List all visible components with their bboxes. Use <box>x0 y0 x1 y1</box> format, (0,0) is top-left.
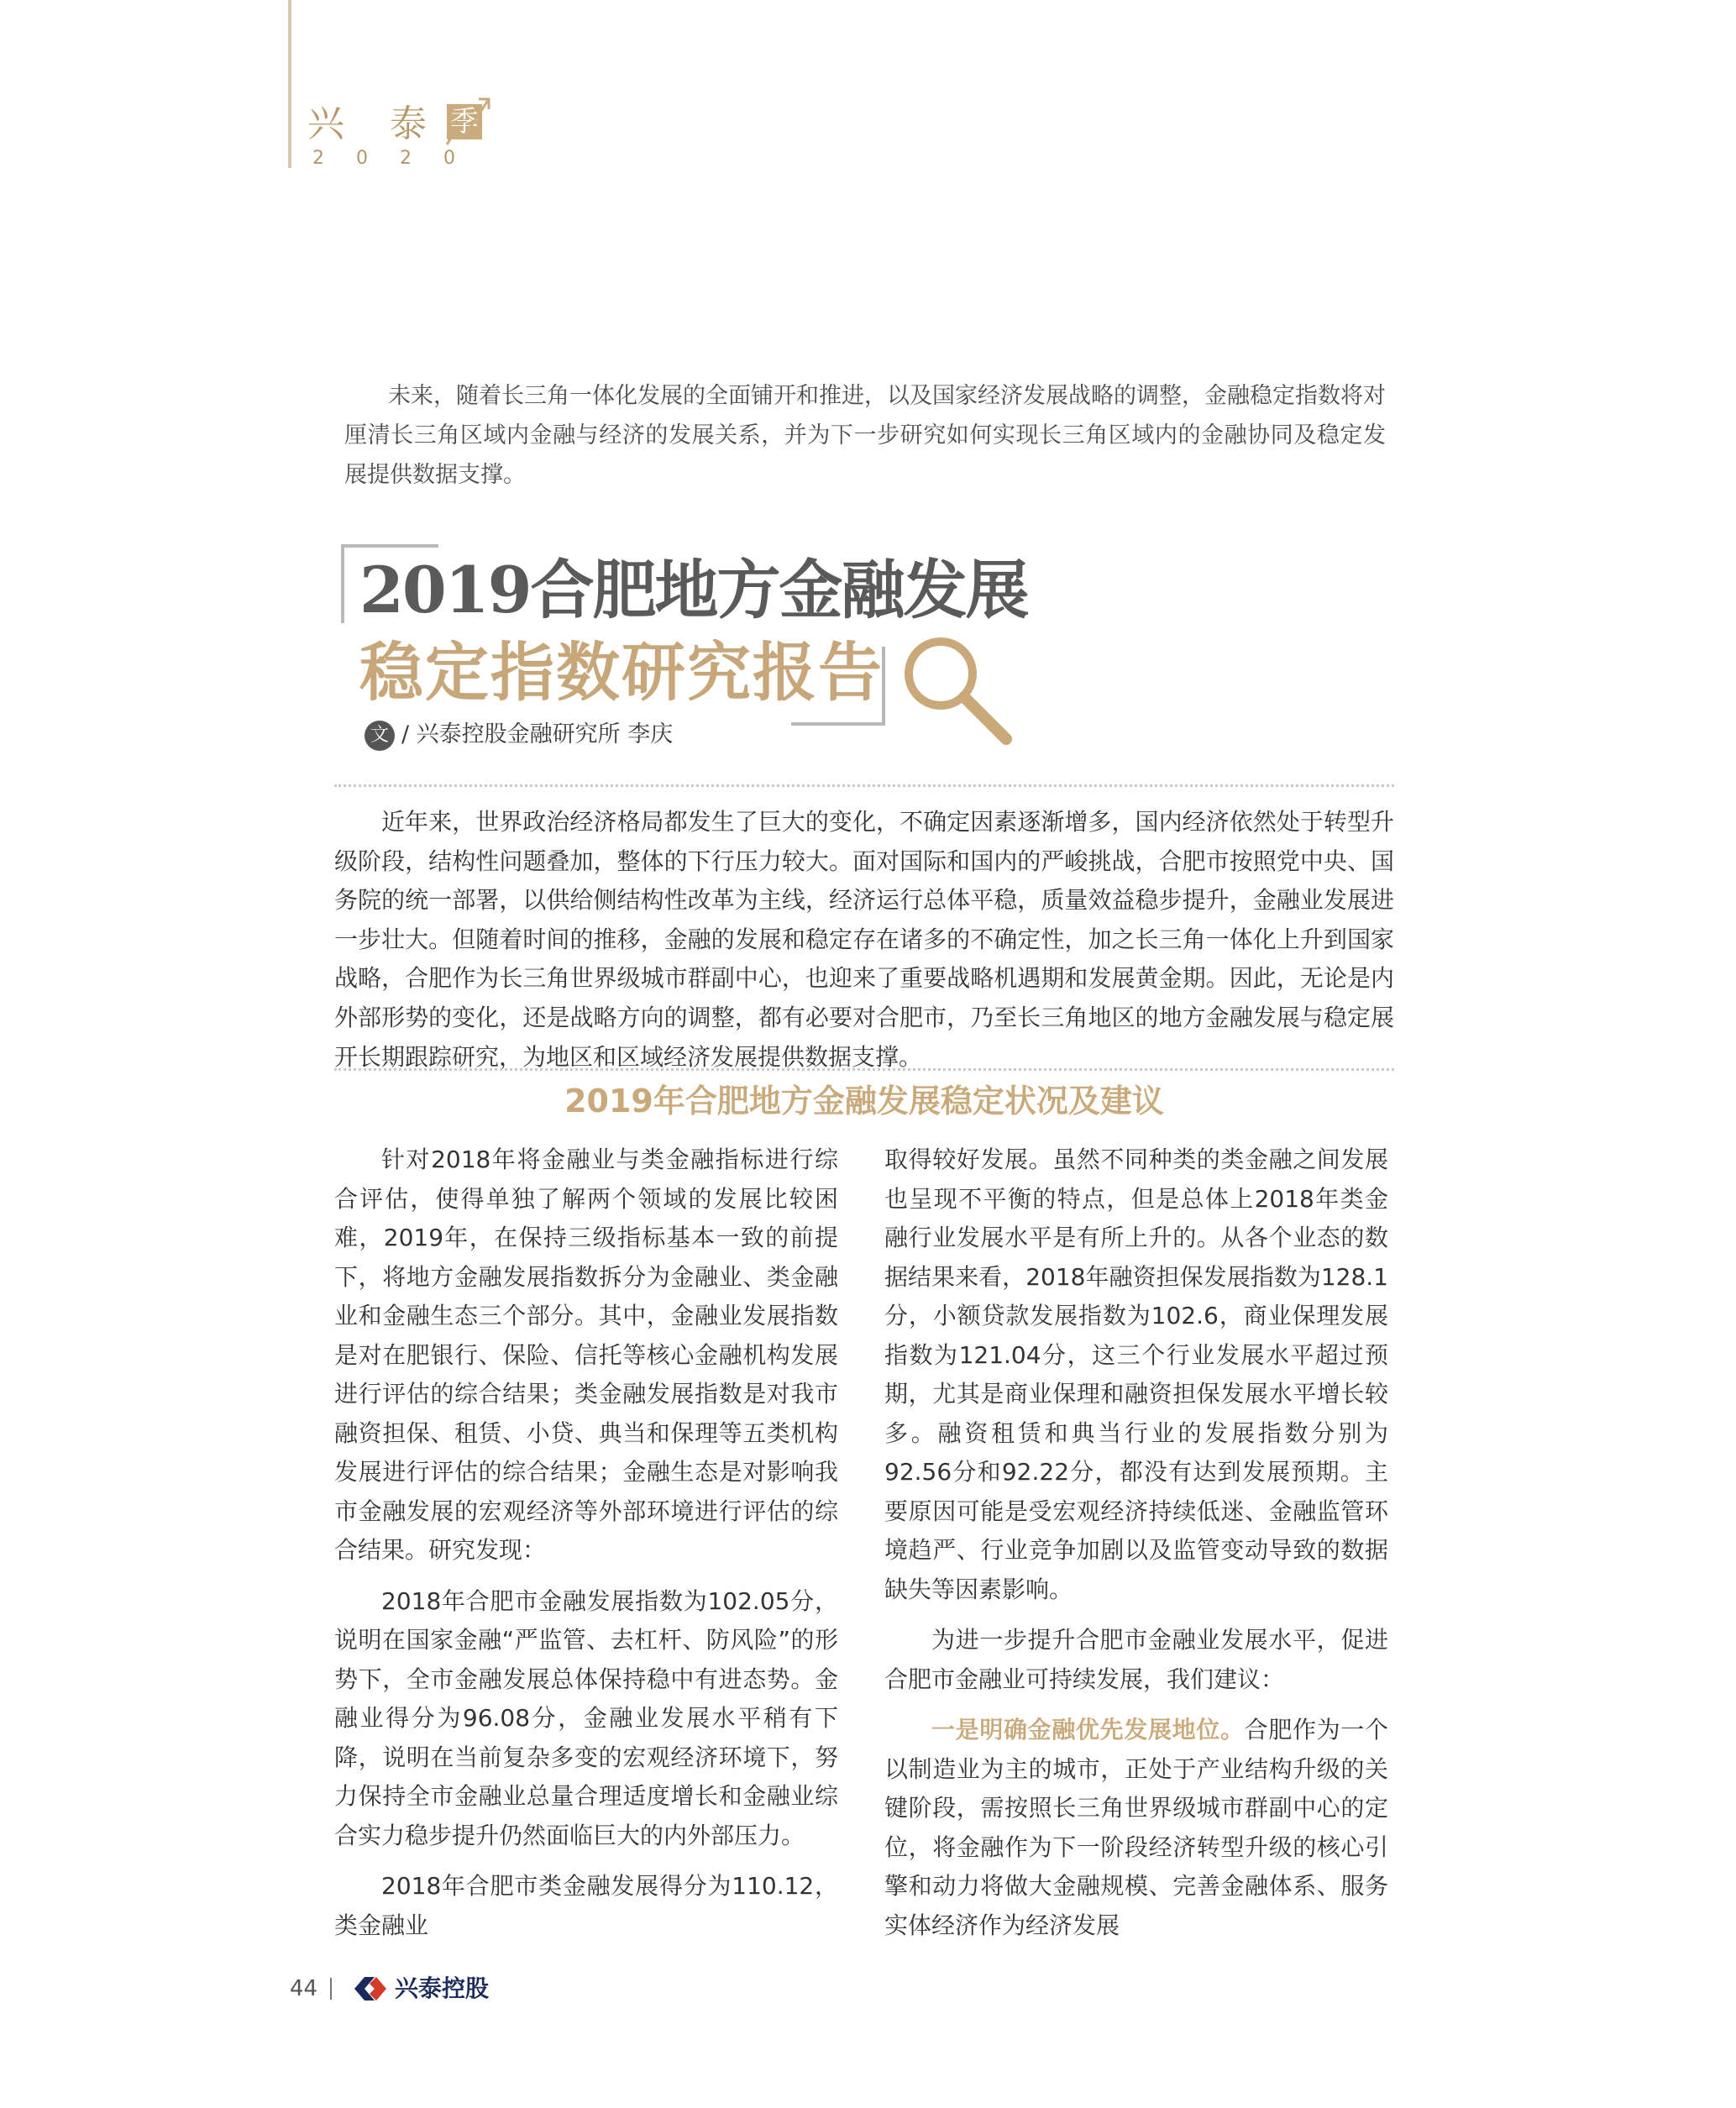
left-paragraph-1: 针对2018年将金融业与类金融指标进行综合评估，使得单独了解两个领域的发展比较困难，2019年，在保持三级指标基本一致的前提下，将地方金融发展指数拆分为金融业、类金融业和金融生态三个部分。其中，金融业发展指数是对在肥银行、保险、信托等核心金融机构发展进行评估的综合结果；类金融发展指数是对我市融资担保、租赁、小贷、典当和保理等五类机构发展进行评估的综合结果；金融生态是对影响我市金融发展的宏观经济等外部环境进行评估的综合结果。研究发现： <box>334 1146 838 1564</box>
headline-line-1: 2019合肥地方金融发展 <box>359 553 1028 627</box>
masthead-rule <box>288 0 291 168</box>
right-paragraph-2: 为进一步提升合肥市金融业发展水平，促进合肥市金融业可持续发展，我们建议： <box>884 1626 1388 1693</box>
byline <box>365 718 673 752</box>
intro-paragraph: 未来，随着长三角一体化发展的全面铺开和推进，以及国家经济发展战略的调整，金融稳定指数将对厘清长三角区域内金融与经济的发展关系，并为下一步研究如何实现长三角区域内的金融协同及稳定发展提供数据支撑。 <box>344 383 1386 488</box>
headline-line-2: 稳定指数研究报告 <box>359 635 884 710</box>
right-column <box>884 1141 1388 1957</box>
abstract-paragraph: 近年来，世界政治经济格局都发生了巨大的变化，不确定因素逐渐增多，国内经济依然处于转型升级阶段，结构性问题叠加，整体的下行压力较大。面对国际和国内的严峻挑战，合肥市按照党中央、国务院的统一部署，以供给侧结构性改革为主线，经济运行总体平稳，质量效益稳步提升，金融业发展进一步壮大。但随着时间的推移，金融的发展和稳定存在诸多的不确定性，加之长三角一体化上升到国家战略，合肥作为长三角世界级城市群副中心，也迎来了重要战略机遇期和发展黄金期。因此，无论是内外部形势的变化，还是战略方向的调整，都有必要对合肥市，乃至长三角地区的地方金融发展与稳定展开长期跟踪研究，为地区和区域经济发展提供数据支撑。 <box>334 808 1394 1071</box>
right-paragraph-1: 取得较好发展。虽然不同种类的类金融之间发展也呈现不平衡的特点，但是总体上2018年类金融行业发展水平是有所上升的。从各个业态的数据结果来看，2018年融资担保发展指数为128.1分，小额贷款发展指数为102.6，商业保理发展指数为121.04分，这三个行业发展水平超过预期，尤其是商业保理和融资担保发展水平增长较多。融资租赁和典当行业的发展指数分别为92.56分和92.22分，都没有达到发展预期。主要原因可能是受宏观经济持续低迷、金融监管环境趋严、行业竞争加剧以及监管变动导致的数据缺失等因素影响。 <box>884 1146 1388 1603</box>
season-badge: 季 <box>447 104 482 139</box>
section-title: 2019年合肥地方金融发展稳定状况及建议 <box>564 1083 1164 1120</box>
left-paragraph-2: 2018年合肥市金融发展指数为102.05分，说明在国家金融“严监管、去杠杆、防风险”的形势下，全市金融发展总体保持稳中有进态势。金融业得分为96.08分，金融业发展水平稍有下降，说明在当前复杂多变的宏观经济环境下，努力保持全市金融业总量合理适度增长和金融业综合实力稳步提升仍然面临巨大的内外部压力。 <box>334 1586 838 1849</box>
headline-bracket-right <box>791 647 885 726</box>
divider-bottom <box>334 1068 1394 1071</box>
company-logo-icon <box>351 1974 390 2004</box>
left-paragraph-3: 2018年合肥市类金融发展得分为110.12，类金融业 <box>334 1872 838 1939</box>
recommendation-highlight: 一是明确金融优先发展地位。 <box>931 1716 1245 1744</box>
magazine-title-text: 兴 泰 <box>307 102 443 145</box>
left-column <box>334 1141 838 1957</box>
footer-brand: 兴泰控股 <box>395 1974 490 2002</box>
magnifier-icon <box>899 632 1016 749</box>
recommendation-text: 合肥作为一个以制造业为主的城市，正处于产业结构升级的关键阶段，需按照长三角世界级城市群副中心的定位，将金融作为下一阶段经济转型升级的核心引擎和动力将做大金融规模、完善金融体系、服务实体经济作为经济发展 <box>884 1716 1388 1939</box>
page-number: 44 <box>290 1976 318 2001</box>
divider-top <box>334 784 1394 787</box>
byline-badge: 文 <box>365 721 395 751</box>
byline-text: / 兴泰控股金融研究所 李庆 <box>401 721 674 747</box>
magazine-year: 2020 <box>312 148 487 169</box>
footer-separator <box>330 1978 332 2000</box>
trend-arrow-icon <box>445 92 496 151</box>
right-paragraph-3 <box>884 1711 1388 1945</box>
